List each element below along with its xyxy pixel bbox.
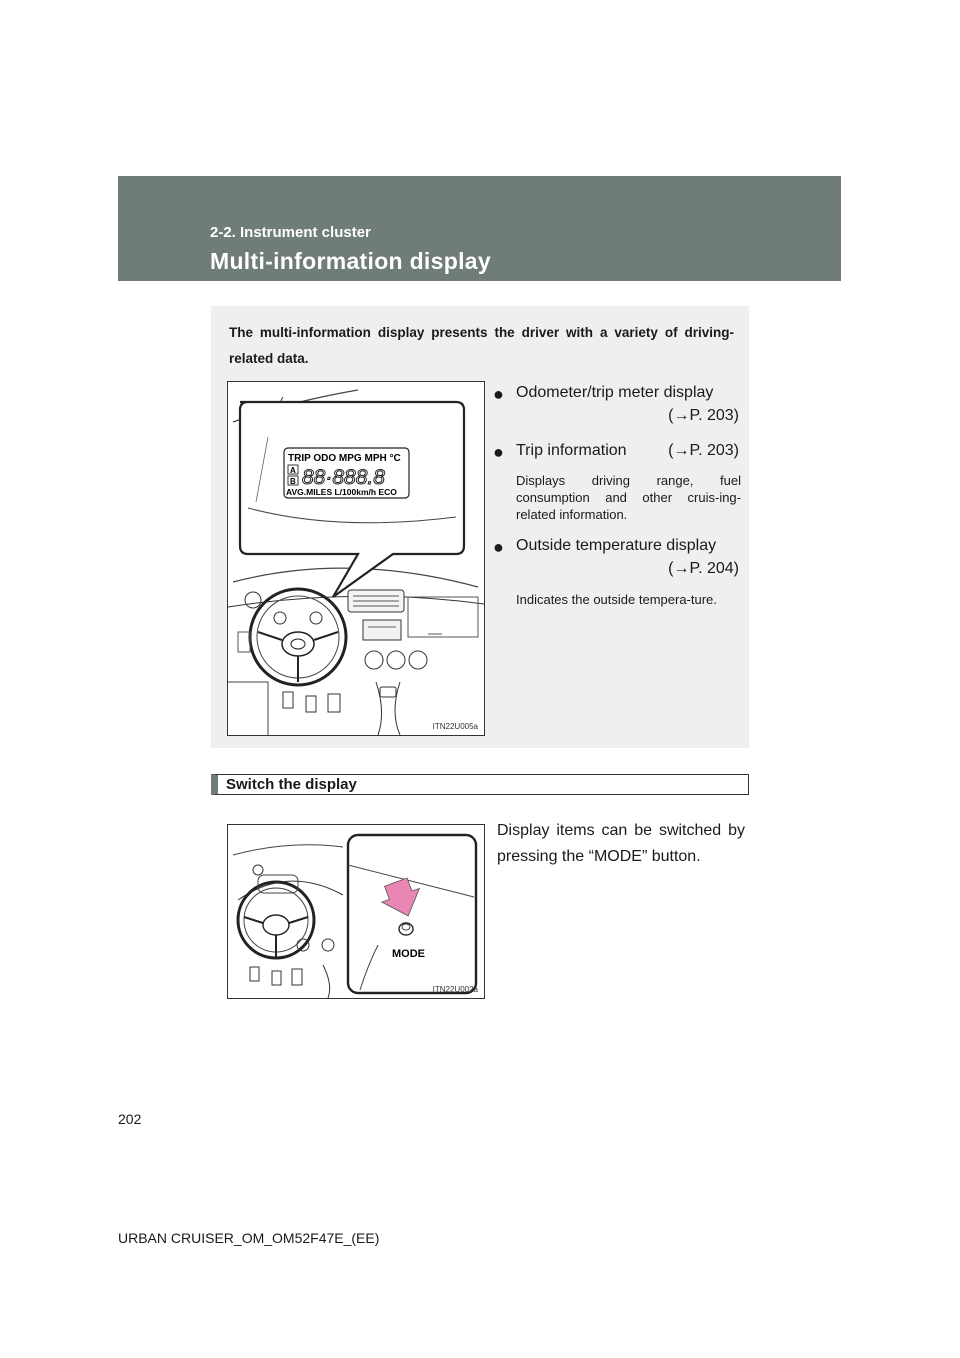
illustration-code: ITN22U005a	[432, 722, 478, 731]
illustration-code: ITN22U002a	[432, 985, 478, 994]
page-reference: (→P. 204)	[668, 560, 739, 577]
display-digits: 88·888.8	[302, 466, 385, 489]
page-reference: (→P. 203)	[668, 442, 739, 459]
mode-button-drawing	[228, 825, 484, 998]
display-badge-a: A	[290, 466, 296, 475]
bullet-icon: ●	[493, 442, 504, 462]
dashboard-illustration	[227, 381, 485, 736]
bullet-description: Displays driving range, fuel consumption and other cruis-ing-related information.	[516, 473, 741, 522]
page-number: 202	[118, 1111, 142, 1127]
footer-model: URBAN CRUISER_OM_OM52F47E_(EE)	[118, 1230, 380, 1246]
subsection-title: Switch the display	[226, 776, 357, 793]
subsection-header	[211, 774, 749, 795]
mode-button-illustration	[227, 824, 485, 999]
bullet-title: Outside temperature display	[516, 537, 717, 554]
display-top-label: TRIP ODO MPG MPH °C	[288, 453, 401, 464]
mode-button-icon	[399, 923, 413, 935]
page-title: Multi-information display	[210, 248, 491, 274]
mode-button-label: MODE	[392, 948, 425, 960]
switch-description: Display items can be switched by pressing the “MODE” button.	[497, 822, 745, 865]
list-item	[493, 440, 741, 523]
page-reference: (→P. 203)	[668, 407, 739, 424]
bullet-icon: ●	[493, 537, 504, 557]
intro-box	[211, 306, 749, 748]
display-bottom-label: AVG.MILES L/100km/h ECO	[286, 487, 397, 497]
list-item	[493, 535, 741, 608]
bullet-list	[493, 382, 741, 620]
bullet-description: Indicates the outside tempera-ture.	[516, 592, 717, 607]
bullet-title: Trip information	[516, 442, 627, 459]
list-item	[493, 382, 741, 428]
intro-text: The multi-information display presents the driver with a variety of driving-related data.	[229, 325, 734, 366]
header-band	[118, 176, 841, 281]
display-badge-b: B	[290, 477, 296, 486]
bullet-title: Odometer/trip meter display	[516, 384, 714, 401]
bullet-icon: ●	[493, 384, 504, 404]
section-label: 2-2. Instrument cluster	[210, 224, 371, 241]
dashboard-drawing	[228, 382, 484, 735]
